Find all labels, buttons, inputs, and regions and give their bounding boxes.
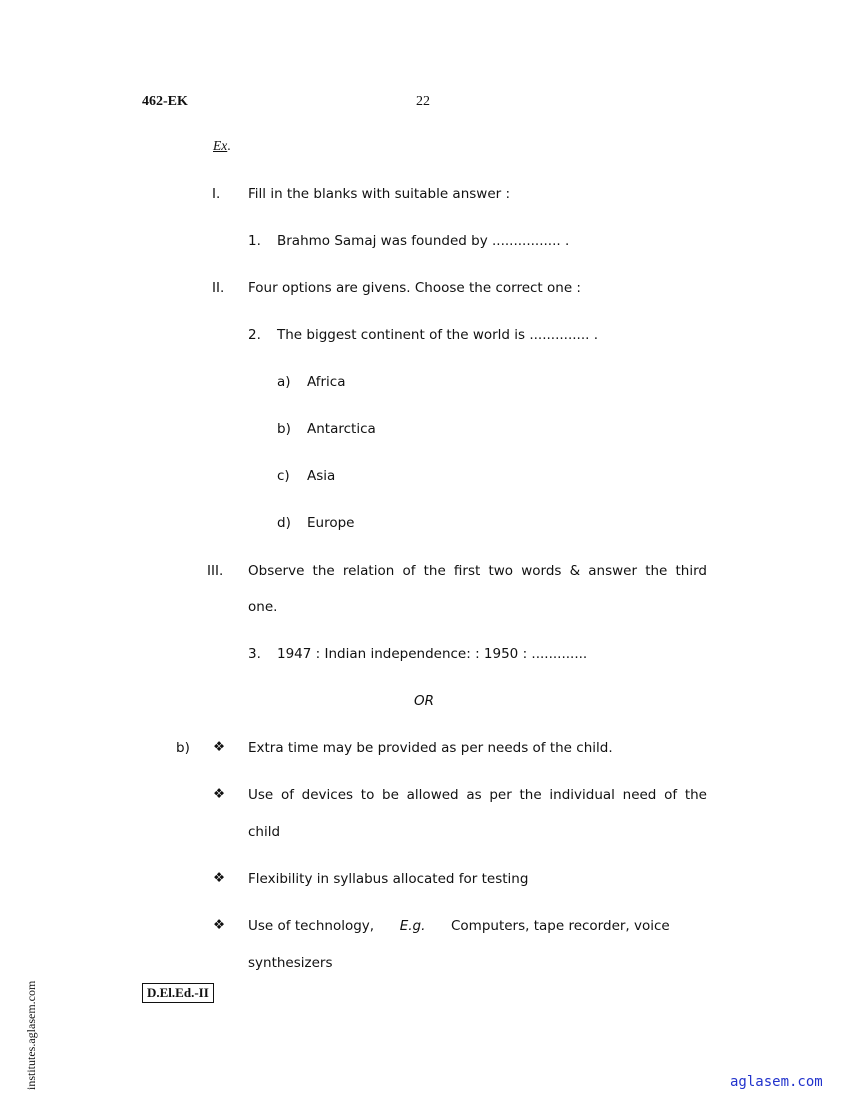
question-text-2: The biggest continent of the world is .............. . (277, 327, 599, 343)
bullet-text-2-line1: Use of devices to be allowed as per the individual need of the (248, 787, 707, 803)
bullet-icon: ❖ (213, 786, 226, 802)
bullet-text-4-pre: Use of technology, (248, 918, 375, 934)
bullet-text-1: Extra time may be provided as per needs of the child. (248, 740, 613, 756)
section-text-3-line1: Observe the relation of the first two words & answer the third (248, 563, 707, 579)
course-box-label: D.El.Ed.-II (142, 983, 214, 1003)
example-dot: . (227, 138, 231, 153)
option-text: Asia (307, 468, 336, 484)
example-heading (213, 138, 231, 154)
option-text: Antarctica (307, 421, 376, 437)
question-number-2: 2. (248, 327, 261, 343)
bullet-text-4-line2: synthesizers (248, 955, 333, 971)
bullet-icon: ❖ (213, 739, 226, 755)
question-text-1: Brahmo Samaj was founded by ................ . (277, 233, 570, 249)
or-separator: OR (414, 693, 435, 709)
example-label: Ex (213, 138, 228, 153)
section-numeral-2: II. (212, 280, 225, 296)
bullet-text-4-line1 (248, 918, 707, 934)
page-number: 22 (416, 94, 430, 109)
section-text-2: Four options are givens. Choose the correct one : (248, 280, 581, 296)
option-letter: b) (277, 421, 291, 437)
question-number-3: 3. (248, 646, 261, 662)
part-b-label: b) (176, 740, 190, 756)
bullet-text-3: Flexibility in syllabus allocated for testing (248, 871, 529, 887)
bullet-icon: ❖ (213, 917, 226, 933)
section-text-3-line2: one. (248, 599, 278, 615)
side-watermark: institutes.aglasem.com (24, 980, 38, 1090)
section-numeral-3: III. (207, 563, 224, 579)
option-text: Africa (307, 374, 346, 390)
section-numeral-1: I. (212, 186, 221, 202)
option-text: Europe (307, 515, 355, 531)
section-text-1: Fill in the blanks with suitable answer : (248, 186, 511, 202)
bullet-text-4-eg: E.g. (399, 918, 426, 934)
bullet-icon: ❖ (213, 870, 226, 886)
option-letter: a) (277, 374, 291, 390)
paper-code: 462-EK (142, 94, 188, 109)
option-letter: c) (277, 468, 290, 484)
bullet-text-4-post: Computers, tape recorder, voice (450, 918, 670, 934)
question-text-3: 1947 : Indian independence: : 1950 : ............. (277, 646, 588, 662)
option-letter: d) (277, 515, 291, 531)
brand-link[interactable]: aglasem.com (730, 1074, 823, 1090)
question-number-1: 1. (248, 233, 261, 249)
bullet-text-2-line2: child (248, 824, 281, 840)
